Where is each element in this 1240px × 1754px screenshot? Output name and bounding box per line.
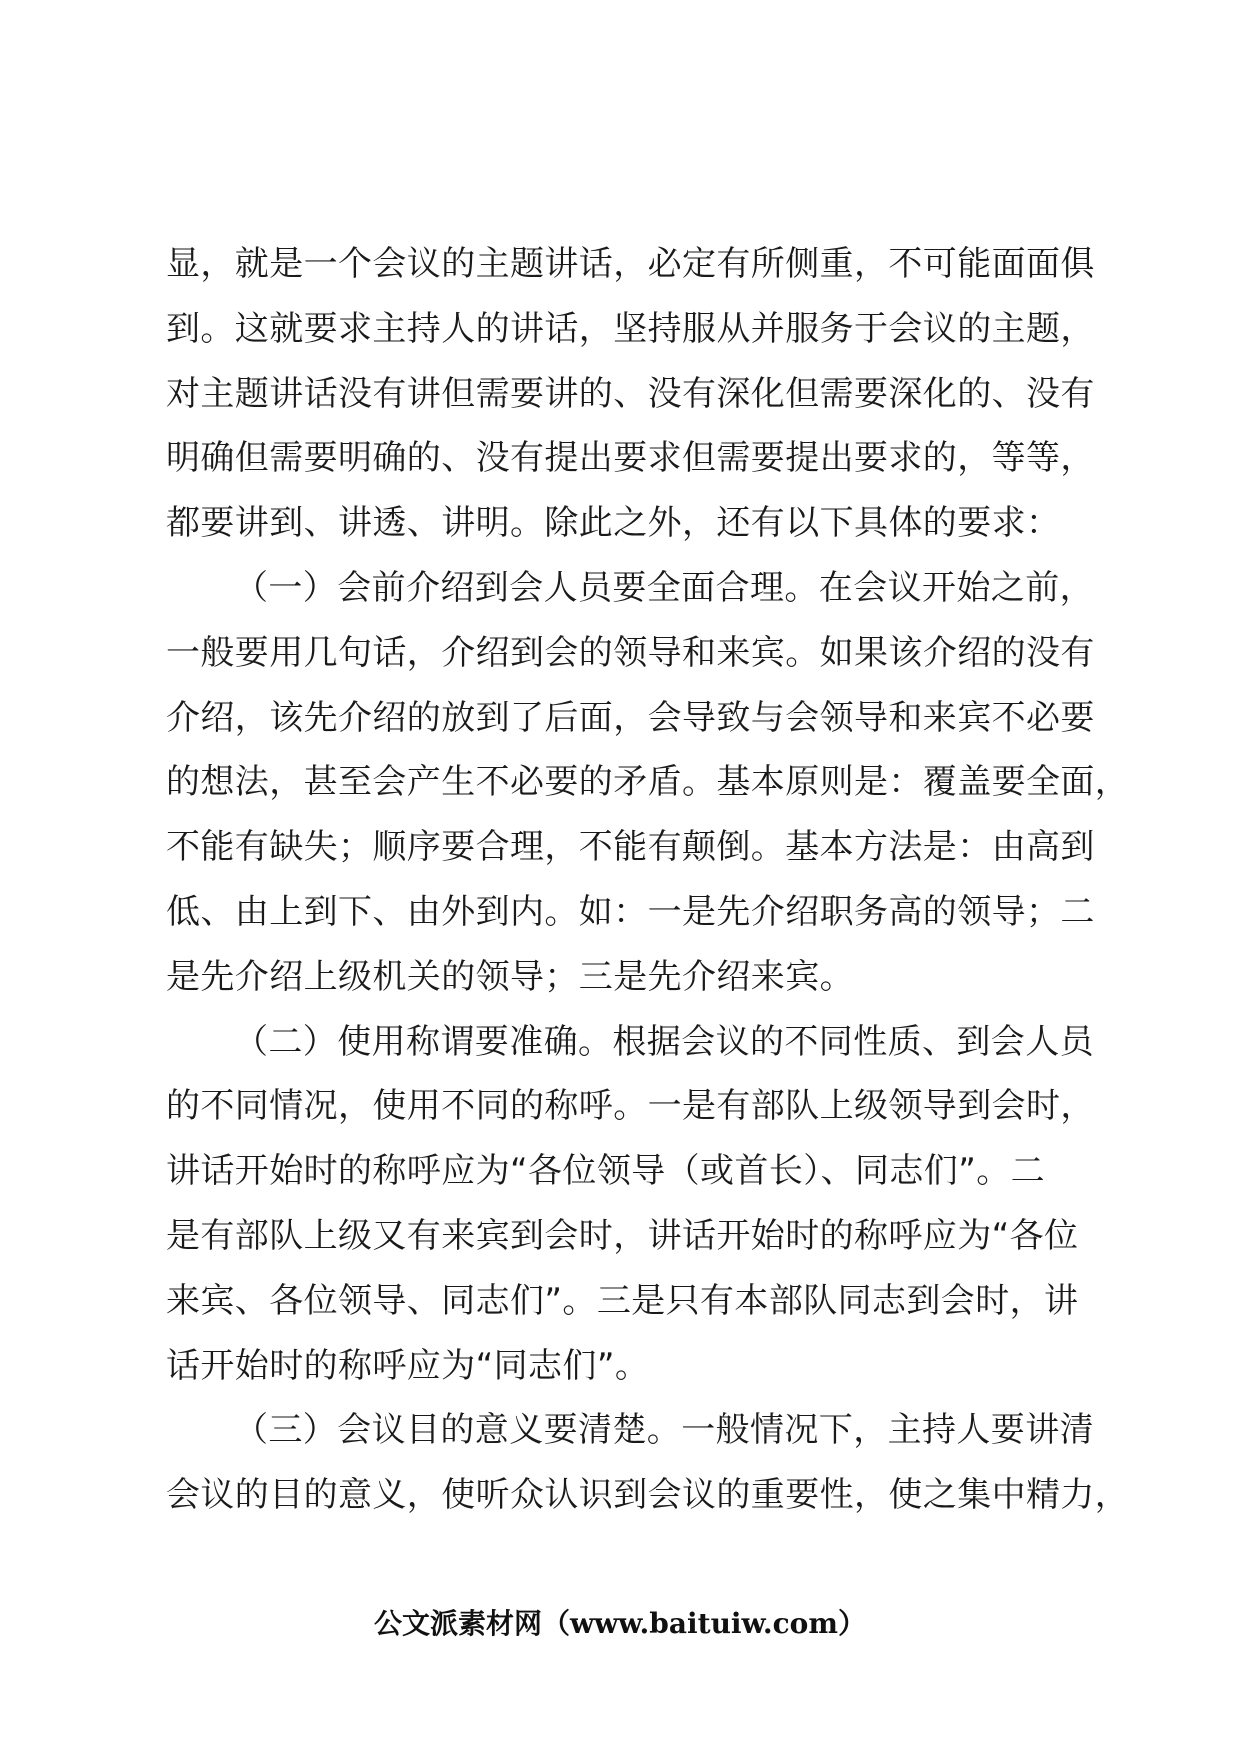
body-text-line: 显，就是一个会议的主题讲话，必定有所侧重，不可能面面俱 xyxy=(166,244,1095,284)
body-text-line: 讲话开始时的称呼应为“各位领导（或首长）、同志们”。二 xyxy=(166,1151,1046,1192)
body-text-line: 话开始时的称呼应为“同志们”。 xyxy=(166,1345,650,1386)
body-text-line: 到。这就要求主持人的讲话，坚持服从并服务于会议的主题， xyxy=(166,308,1095,349)
body-text-line: 来宾、各位领导、同志们”。三是只有本部队同志到会时，讲 xyxy=(166,1280,1079,1321)
body-text-line: 对主题讲话没有讲但需要讲的、没有深化但需要深化的、没有 xyxy=(166,373,1095,414)
body-text-line: 的不同情况，使用不同的称呼。一是有部队上级领导到会时， xyxy=(166,1086,1095,1127)
body-text-line: 不能有缺失；顺序要合理，不能有颠倒。基本方法是：由高到 xyxy=(166,827,1095,868)
body-text-line: 会议的目的意义，使听众认识到会议的重要性，使之集中精力， xyxy=(166,1475,1130,1516)
body-text-line: 的想法，甚至会产生不必要的矛盾。基本原则是：覆盖要全面， xyxy=(166,762,1130,803)
body-text-line: 是有部队上级又有来宾到会时，讲话开始时的称呼应为“各位 xyxy=(166,1215,1079,1256)
body-text-line: 介绍，该先介绍的放到了后面，会导致与会领导和来宾不必要 xyxy=(166,697,1095,738)
body-text-line: 明确但需要明确的、没有提出要求但需要提出要求的，等等， xyxy=(166,438,1095,479)
document-body xyxy=(166,232,1130,1528)
body-text-line: （一）会前介绍到会人员要全面合理。在会议开始之前， xyxy=(234,567,1094,608)
body-text-line: （二）使用称谓要准确。根据会议的不同性质、到会人员 xyxy=(234,1021,1094,1062)
body-text-line: 都要讲到、讲透、讲明。除此之外，还有以下具体的要求： xyxy=(166,503,1061,544)
footer-watermark: 公文派素材网（www.baituiw.com） xyxy=(374,1607,866,1640)
body-text-line: （三）会议目的意义要清楚。一般情况下，主持人要讲清 xyxy=(234,1410,1094,1451)
body-text-line: 一般要用几句话，介绍到会的领导和来宾。如果该介绍的没有 xyxy=(166,632,1095,673)
body-text-line: 低、由上到下、由外到内。如：一是先介绍职务高的领导；二 xyxy=(166,891,1095,932)
body-text-line: 是先介绍上级机关的领导；三是先介绍来宾。 xyxy=(166,956,854,997)
